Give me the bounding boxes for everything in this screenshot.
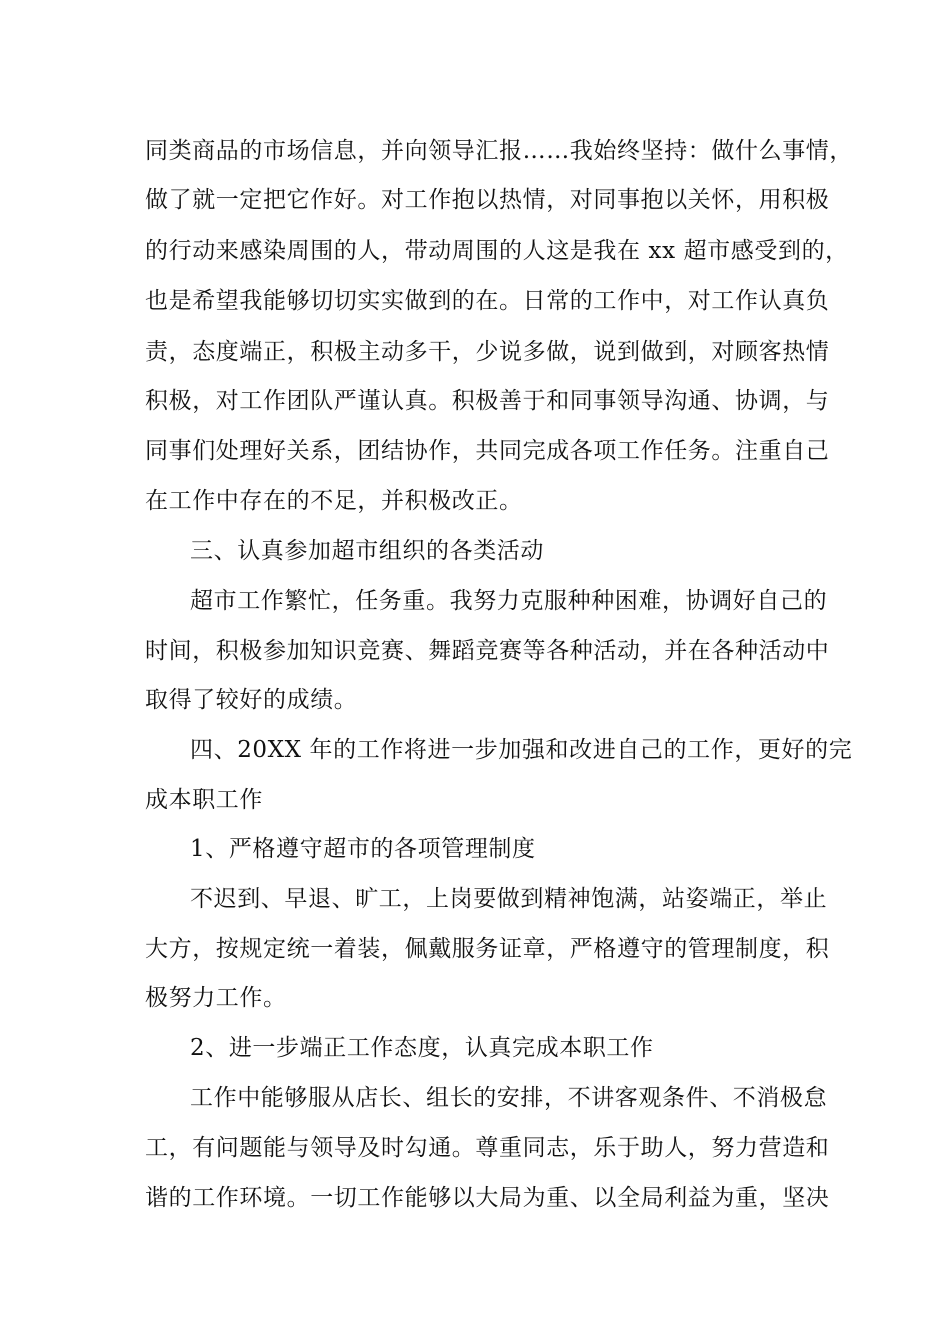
paragraph-line: 工，有问题能与领导及时勾通。尊重同志，乐于助人，努力营造和 xyxy=(145,1135,830,1161)
subsection-heading: 1、严格遵守超市的各项管理制度 xyxy=(190,836,536,862)
paragraph-line: 谐的工作环境。一切工作能够以大局为重、以全局利益为重，坚决 xyxy=(145,1185,830,1211)
section-heading: 三、认真参加超市组织的各类活动 xyxy=(190,538,544,564)
paragraph-line: 做了就一定把它作好。对工作抱以热情，对同事抱以关怀，用积极 xyxy=(145,187,830,213)
paragraph-line: 时间，积极参加知识竞赛、舞蹈竞赛等各种活动，并在各种活动中 xyxy=(145,638,830,664)
paragraph-line: 工作中能够服从店长、组长的安排，不讲客观条件、不消极怠 xyxy=(190,1085,828,1111)
subsection-heading: 2、进一步端正工作态度，认真完成本职工作 xyxy=(190,1035,654,1061)
paragraph-line: 在工作中存在的不足，并积极改正。 xyxy=(145,488,523,514)
paragraph-line: 极努力工作。 xyxy=(145,985,287,1011)
paragraph-line: 责，态度端正，积极主动多干，少说多做，说到做到，对顾客热情 xyxy=(145,339,830,365)
paragraph-line: 也是希望我能够切切实实做到的在。日常的工作中，对工作认真负 xyxy=(145,288,830,314)
section-heading-continued: 成本职工作 xyxy=(145,787,263,813)
paragraph-line: 同事们处理好关系，团结协作，共同完成各项工作任务。注重自己 xyxy=(145,438,830,464)
paragraph-line: 同类商品的市场信息，并向领导汇报……我始终坚持：做什么事情， xyxy=(145,138,853,164)
paragraph-line: 大方，按规定统一着装，佩戴服务证章，严格遵守的管理制度，积 xyxy=(145,936,830,962)
paragraph-line: 不迟到、早退、旷工，上岗要做到精神饱满，站姿端正，举止 xyxy=(190,886,828,912)
paragraph-line: 积极，对工作团队严谨认真。积极善于和同事领导沟通、协调，与 xyxy=(145,388,830,414)
paragraph-line: 的行动来感染周围的人，带动周围的人这是我在 xx 超市感受到的， xyxy=(145,238,849,264)
section-heading: 四、20XX 年的工作将进一步加强和改进自己的工作，更好的完 xyxy=(190,737,853,763)
paragraph-line: 超市工作繁忙，任务重。我努力克服种种困难，协调好自己的 xyxy=(190,588,828,614)
paragraph-line: 取得了较好的成绩。 xyxy=(145,687,358,713)
